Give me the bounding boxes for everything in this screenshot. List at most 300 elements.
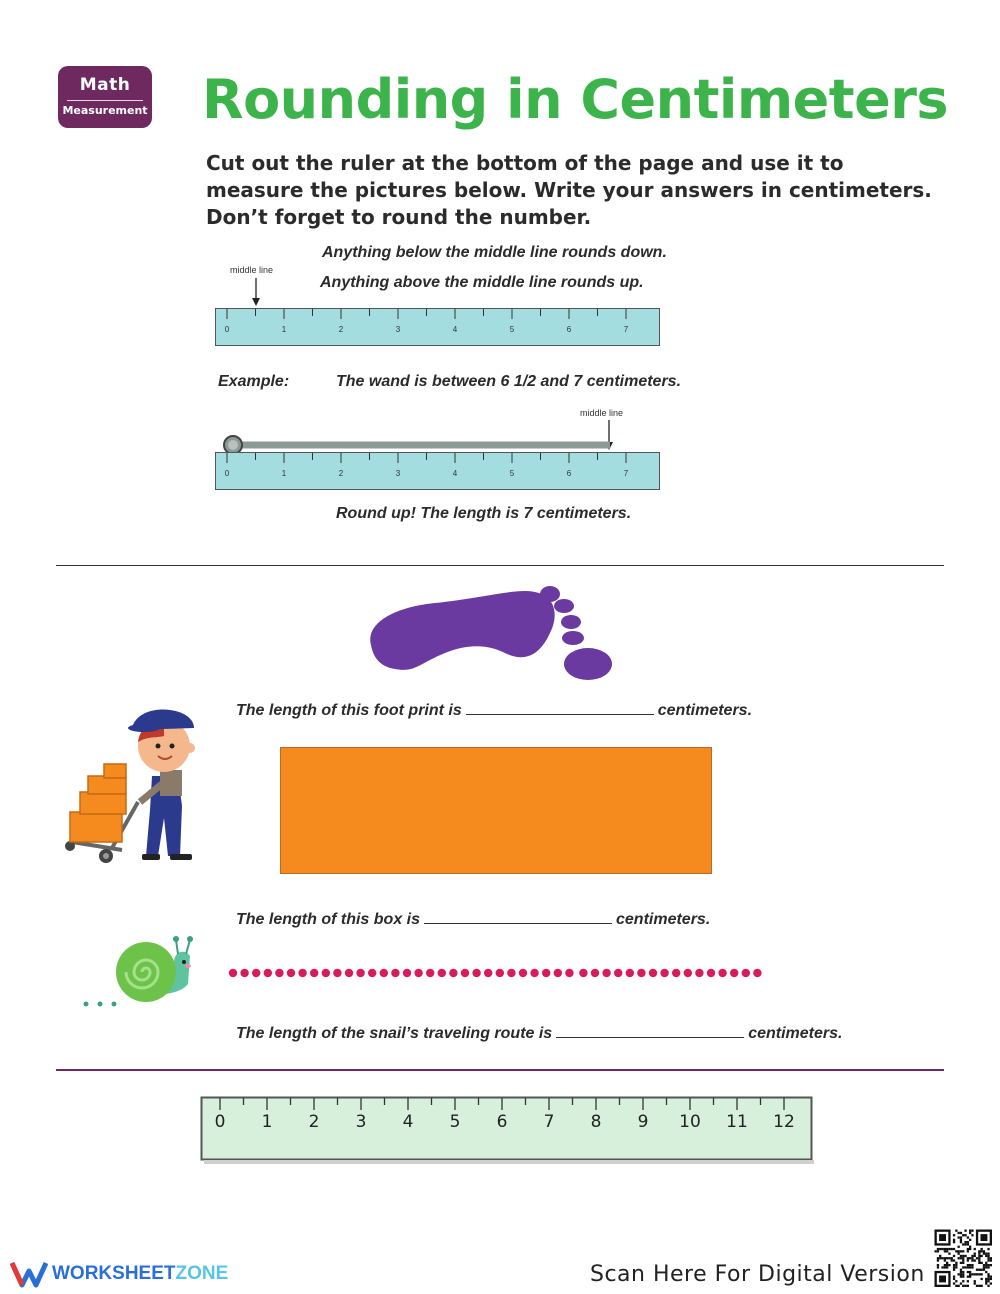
subject-badge [58, 66, 152, 128]
qr-module [962, 1280, 964, 1282]
qr-module [981, 1273, 983, 1275]
ruler-tick-label: 3 [395, 325, 401, 334]
route-dot [649, 969, 657, 977]
qr-module [976, 1285, 978, 1287]
qr-module [971, 1266, 973, 1268]
qr-module [941, 1257, 943, 1259]
qr-module [969, 1271, 971, 1273]
qr-module [983, 1266, 985, 1268]
qr-module [944, 1248, 946, 1250]
ruler-tick-label: 9 [637, 1112, 649, 1132]
qr-module [944, 1257, 946, 1259]
route-dot [472, 969, 480, 977]
route-dot [380, 969, 388, 977]
answer-blank-foot[interactable] [466, 700, 654, 715]
qr-module [987, 1280, 989, 1282]
qr-module [969, 1264, 971, 1266]
qr-module [946, 1248, 948, 1250]
route-dot [507, 969, 515, 977]
route-dot [707, 969, 715, 977]
qr-module [974, 1253, 976, 1255]
qr-module [969, 1266, 971, 1268]
qr-module [987, 1278, 989, 1280]
qr-module [958, 1285, 960, 1287]
route-dot [565, 969, 573, 977]
qr-module [981, 1248, 983, 1250]
qr-module [974, 1255, 976, 1257]
ruler-shadow [204, 1160, 814, 1164]
qr-module [946, 1264, 948, 1266]
qr-module [964, 1285, 966, 1287]
qr-module [962, 1271, 964, 1273]
qr-module [944, 1264, 946, 1266]
ruler-tick-label: 4 [452, 325, 458, 334]
route-dot [718, 969, 726, 977]
qr-module [962, 1262, 964, 1264]
qr-module [960, 1241, 962, 1243]
qr-module [962, 1259, 964, 1261]
route-dot [368, 969, 376, 977]
qr-module [953, 1241, 955, 1243]
qr-module [951, 1257, 953, 1259]
qr-module [987, 1264, 989, 1266]
route-dot [626, 969, 634, 977]
qr-module [962, 1250, 964, 1252]
route-dot [287, 969, 295, 977]
qr-module [953, 1259, 955, 1261]
question-snail-prefix: The length of the snail’s traveling route is [236, 1025, 553, 1042]
qr-module [948, 1257, 950, 1259]
reference-ruler [215, 308, 660, 346]
route-dot [730, 969, 738, 977]
ruler-tick-label: 2 [338, 325, 344, 334]
qr-module [955, 1262, 957, 1264]
route-dot [591, 969, 599, 977]
qr-module [944, 1266, 946, 1268]
qr-module [958, 1250, 960, 1252]
qr-module [967, 1243, 969, 1245]
example-middle-line-label: middle line [580, 408, 624, 418]
qr-module [967, 1257, 969, 1259]
route-dot [275, 969, 283, 977]
qr-module [948, 1253, 950, 1255]
qr-module [983, 1250, 985, 1252]
qr-module [953, 1266, 955, 1268]
answer-blank-snail[interactable] [556, 1023, 744, 1038]
ruler-tick-label: 4 [452, 469, 458, 478]
ruler-tick-label: 3 [395, 469, 401, 478]
answer-blank-box[interactable] [424, 909, 612, 924]
qr-module [953, 1282, 955, 1284]
qr-module [955, 1250, 957, 1252]
qr-module [978, 1273, 980, 1275]
qr-module [955, 1266, 957, 1268]
qr-module [971, 1255, 973, 1257]
route-dot [414, 969, 422, 977]
qr-module [962, 1266, 964, 1268]
qr-module [981, 1285, 983, 1287]
qr-module [937, 1248, 939, 1250]
route-dot [753, 969, 761, 977]
route-dot [240, 969, 248, 977]
qr-module [985, 1280, 987, 1282]
delivery-boy-icon [60, 706, 205, 868]
qr-module [960, 1269, 962, 1271]
qr-module [990, 1282, 992, 1284]
route-dot [530, 969, 538, 977]
qr-module [981, 1250, 983, 1252]
route-dot [264, 969, 272, 977]
qr-module [951, 1259, 953, 1261]
qr-module [985, 1255, 987, 1257]
qr-module [960, 1255, 962, 1257]
snail-icon [80, 934, 198, 1010]
route-dot [252, 969, 260, 977]
qr-module [969, 1276, 971, 1278]
qr-module [948, 1264, 950, 1266]
route-dot [426, 969, 434, 977]
qr-module [987, 1253, 989, 1255]
badge-subject: Math [79, 75, 131, 95]
qr-module [967, 1236, 969, 1238]
ruler-tick-label: 6 [566, 469, 572, 478]
qr-module [981, 1262, 983, 1264]
qr-module [981, 1278, 983, 1280]
question-foot-prefix: The length of this foot print is [236, 702, 462, 719]
qr-module [953, 1255, 955, 1257]
qr-module [964, 1255, 966, 1257]
badge-divider [67, 100, 143, 101]
qr-module [962, 1255, 964, 1257]
route-dot [449, 969, 457, 977]
ruler-tick-label: 5 [509, 325, 515, 334]
qr-module [958, 1236, 960, 1238]
qr-module [983, 1264, 985, 1266]
qr-module [990, 1276, 992, 1278]
qr-module [958, 1257, 960, 1259]
ruler-tick-label: 1 [281, 325, 287, 334]
route-dot [579, 969, 587, 977]
qr-module [953, 1278, 955, 1280]
ruler-tick-label: 5 [449, 1112, 461, 1132]
ruler-tick-label: 7 [623, 325, 629, 334]
cutout-divider [56, 1069, 944, 1071]
ruler-tick-label: 2 [338, 469, 344, 478]
ruler-tick-label: 3 [355, 1112, 367, 1132]
qr-module [987, 1276, 989, 1278]
rule-round-up: Anything above the middle line rounds up. [320, 274, 644, 291]
question-foot [236, 700, 752, 720]
route-dot [496, 969, 504, 977]
ruler-tick-label: 2 [308, 1112, 320, 1132]
route-dot [229, 969, 237, 977]
qr-module [958, 1253, 960, 1255]
qr-module [960, 1282, 962, 1284]
qr-module [946, 1262, 948, 1264]
qr-module [967, 1285, 969, 1287]
qr-module [939, 1255, 941, 1257]
qr-module [962, 1243, 964, 1245]
logo-text-b: ZONE [175, 1263, 229, 1284]
qr-module [960, 1257, 962, 1259]
qr-module [976, 1257, 978, 1259]
qr-module [960, 1239, 962, 1241]
route-dot [672, 969, 680, 977]
ruler-tick-label: 5 [509, 469, 515, 478]
question-box-suffix: centimeters. [616, 911, 711, 928]
qr-finder-core [981, 1234, 988, 1241]
qr-module [985, 1264, 987, 1266]
qr-module [969, 1246, 971, 1248]
qr-module [967, 1276, 969, 1278]
qr-module [978, 1269, 980, 1271]
route-dot [310, 969, 318, 977]
qr-module [937, 1259, 939, 1261]
qr-module [969, 1273, 971, 1275]
qr-module [969, 1248, 971, 1250]
example-label: Example: [218, 373, 290, 390]
route-dot [438, 969, 446, 977]
qr-module [974, 1282, 976, 1284]
route-dot [637, 969, 645, 977]
qr-module [953, 1239, 955, 1241]
qr-module [967, 1241, 969, 1243]
qr-module [955, 1264, 957, 1266]
qr-module [946, 1257, 948, 1259]
qr-module [976, 1273, 978, 1275]
qr-module [958, 1232, 960, 1234]
qr-module [985, 1266, 987, 1268]
qr-module [971, 1273, 973, 1275]
route-dot [684, 969, 692, 977]
route-dot [391, 969, 399, 977]
scan-caption: Scan Here For Digital Version [590, 1262, 925, 1287]
qr-module [974, 1259, 976, 1261]
qr-module [969, 1239, 971, 1241]
route-dot [403, 969, 411, 977]
qr-module [987, 1266, 989, 1268]
qr-module [985, 1271, 987, 1273]
qr-module [937, 1257, 939, 1259]
route-dot [660, 969, 668, 977]
qr-finder-core [939, 1276, 946, 1283]
footprint-icon [365, 583, 617, 683]
instructions: Cut out the ruler at the bottom of the page and use it to measure the pictures below. Write your answers in centimeters. Don’t forget to round the number. [206, 151, 932, 229]
qr-module [967, 1248, 969, 1250]
qr-module [971, 1264, 973, 1266]
qr-module [983, 1269, 985, 1271]
qr-module [969, 1257, 971, 1259]
route-dot [298, 969, 306, 977]
example-ruler [215, 452, 660, 490]
route-dot [695, 969, 703, 977]
qr-module [990, 1257, 992, 1259]
qr-module [960, 1250, 962, 1252]
question-foot-suffix: centimeters. [657, 702, 753, 719]
qr-finder-core [939, 1234, 946, 1241]
badge-topic: Measurement [62, 104, 148, 117]
qr-module [941, 1248, 943, 1250]
qr-module [955, 1280, 957, 1282]
qr-code-icon[interactable] [933, 1228, 993, 1288]
qr-module [987, 1273, 989, 1275]
qr-module [985, 1278, 987, 1280]
route-dot [345, 969, 353, 977]
ruler-tick-label: 0 [224, 469, 230, 478]
qr-module [960, 1271, 962, 1273]
qr-module [955, 1230, 957, 1232]
route-dot [614, 969, 622, 977]
qr-module [978, 1259, 980, 1261]
question-snail [236, 1023, 842, 1043]
qr-module [935, 1250, 937, 1252]
qr-module [978, 1253, 980, 1255]
qr-module [953, 1276, 955, 1278]
qr-module [978, 1257, 980, 1259]
qr-module [969, 1230, 971, 1232]
example-text: The wand is between 6 1/2 and 7 centimeters. [336, 373, 682, 390]
qr-module [941, 1266, 943, 1268]
qr-module [939, 1257, 941, 1259]
question-box-prefix: The length of this box is [236, 911, 420, 928]
qr-module [981, 1269, 983, 1271]
qr-module [964, 1266, 966, 1268]
qr-module [962, 1285, 964, 1287]
qr-module [987, 1257, 989, 1259]
ruler-tick-label: 1 [261, 1112, 273, 1132]
qr-module [978, 1255, 980, 1257]
cutout-ruler[interactable] [200, 1096, 816, 1166]
qr-module [978, 1250, 980, 1252]
qr-module [937, 1266, 939, 1268]
qr-module [985, 1253, 987, 1255]
qr-module [960, 1276, 962, 1278]
question-snail-suffix: centimeters. [748, 1025, 843, 1042]
qr-module [962, 1257, 964, 1259]
qr-module [944, 1259, 946, 1261]
ruler-tick-label: 1 [281, 469, 287, 478]
qr-module [960, 1273, 962, 1275]
qr-module [953, 1234, 955, 1236]
qr-module [955, 1285, 957, 1287]
qr-module [974, 1280, 976, 1282]
qr-module [944, 1250, 946, 1252]
ruler-tick-label: 10 [679, 1112, 701, 1132]
qr-module [946, 1250, 948, 1252]
orange-box [280, 747, 712, 874]
qr-module [990, 1278, 992, 1280]
ruler-tick-label: 7 [543, 1112, 555, 1132]
qr-module [971, 1234, 973, 1236]
qr-module [983, 1253, 985, 1255]
qr-module [967, 1250, 969, 1252]
middle-line-label: middle line [230, 265, 274, 275]
qr-module [960, 1232, 962, 1234]
qr-module [987, 1259, 989, 1261]
qr-module [987, 1285, 989, 1287]
qr-module [987, 1255, 989, 1257]
route-dot [322, 969, 330, 977]
route-dot [554, 969, 562, 977]
route-dot [461, 969, 469, 977]
qr-module [978, 1262, 980, 1264]
route-dot [333, 969, 341, 977]
ruler-tick-label: 6 [496, 1112, 508, 1132]
qr-module [951, 1248, 953, 1250]
qr-module [978, 1285, 980, 1287]
qr-module [962, 1276, 964, 1278]
qr-module [953, 1248, 955, 1250]
qr-module [958, 1246, 960, 1248]
qr-module [964, 1243, 966, 1245]
qr-module [939, 1248, 941, 1250]
qr-module [967, 1259, 969, 1261]
ruler-tick-label: 4 [402, 1112, 414, 1132]
qr-module [958, 1273, 960, 1275]
ruler-tick-label: 0 [214, 1112, 226, 1132]
rule-round-down: Anything below the middle line rounds down. [322, 244, 667, 261]
qr-module [946, 1266, 948, 1268]
qr-module [990, 1264, 992, 1266]
qr-module [990, 1259, 992, 1261]
qr-module [974, 1273, 976, 1275]
qr-module [964, 1230, 966, 1232]
qr-module [960, 1262, 962, 1264]
ruler-tick-label: 11 [726, 1112, 748, 1132]
qr-module [937, 1250, 939, 1252]
ruler-tick-label: 6 [566, 325, 572, 334]
logo-text-a: WORKSHEET [52, 1263, 176, 1284]
qr-module [953, 1264, 955, 1266]
worksheetzone-logo-icon [10, 1259, 48, 1289]
qr-module [985, 1262, 987, 1264]
ruler-tick-label: 0 [224, 325, 230, 334]
qr-module [971, 1259, 973, 1261]
snail-route-dots [225, 964, 770, 982]
section-divider [56, 565, 944, 566]
middle-line-arrow [248, 276, 264, 308]
qr-module [948, 1248, 950, 1250]
qr-module [964, 1241, 966, 1243]
qr-module [967, 1271, 969, 1273]
worksheetzone-logo[interactable] [52, 1263, 228, 1285]
question-box [236, 909, 710, 929]
route-dot [602, 969, 610, 977]
qr-module [971, 1230, 973, 1232]
ruler-tick-label: 8 [590, 1112, 602, 1132]
qr-module [964, 1234, 966, 1236]
qr-module [967, 1266, 969, 1268]
qr-module [953, 1269, 955, 1271]
qr-module [985, 1282, 987, 1284]
qr-module [976, 1269, 978, 1271]
qr-module [981, 1255, 983, 1257]
route-dot [519, 969, 527, 977]
qr-module [937, 1264, 939, 1266]
qr-module [987, 1248, 989, 1250]
qr-module [962, 1273, 964, 1275]
qr-module [967, 1280, 969, 1282]
qr-module [962, 1234, 964, 1236]
qr-module [974, 1248, 976, 1250]
qr-module [969, 1232, 971, 1234]
route-dot [484, 969, 492, 977]
ruler-tick-label: 7 [623, 469, 629, 478]
qr-module [960, 1236, 962, 1238]
qr-module [967, 1264, 969, 1266]
ruler-tick-label: 12 [773, 1112, 795, 1132]
page-title: Rounding in Centimeters [202, 68, 949, 131]
